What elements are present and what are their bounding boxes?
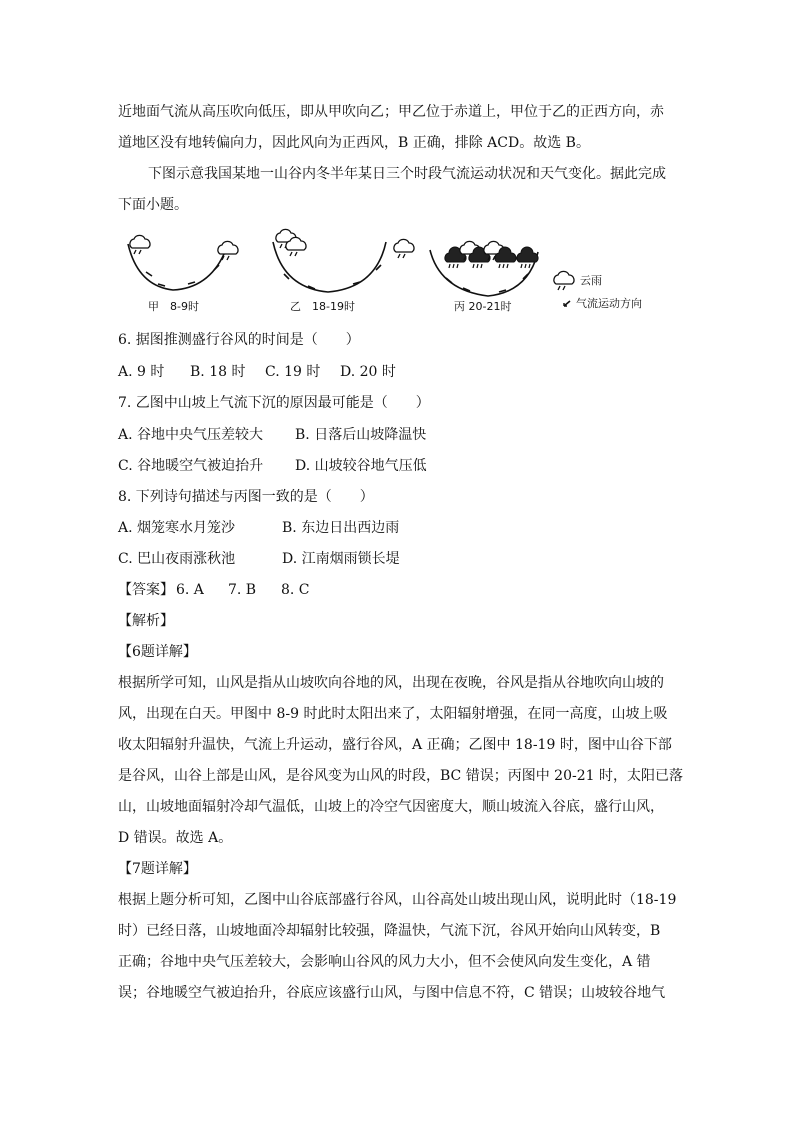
panel-jia <box>128 235 238 313</box>
analysis-heading: 【解析】 <box>118 613 174 629</box>
intro-line: 下面小题。 <box>118 197 188 213</box>
answer-8: 8. C <box>281 582 310 598</box>
q7-option-a: A. 谷地中央气压差较大 <box>118 427 264 443</box>
legend-cloud-label: 云雨 <box>580 274 602 287</box>
question-7-stem: 7. 乙图中山坡上气流下沉的原因最可能是（ ） <box>118 395 430 411</box>
q7-option-c: C. 谷地暖空气被迫抬升 <box>118 458 264 474</box>
legend-arrow-label: 气流运动方向 <box>576 297 642 310</box>
q8-option-d: D. 江南烟雨锁长堤 <box>282 551 400 567</box>
panel-yi <box>273 229 414 313</box>
paragraph-line: 近地面气流从高压吹向低压，即从甲吹向乙；甲乙位于赤道上，甲位于乙的正西方向，赤 <box>118 104 664 120</box>
panel-label-jia: 甲 8-9时 <box>148 300 199 313</box>
legend <box>554 271 642 310</box>
answer-heading: 【答案】 <box>118 582 174 598</box>
answer-6: 6. A <box>176 582 204 598</box>
q7-explanation-line: 时）已经日落，山坡地面冷却辐射比较强，降温快，气流下沉，谷风开始向山风转变，B <box>118 923 661 939</box>
valley-wind-figure <box>118 226 678 318</box>
q6-option-b: B. 18 时 <box>190 364 246 380</box>
q7-explanation-line: 正确；谷地中央气压差较大，会影响山谷风的风力大小，但不会使风向发生变化，A 错 <box>118 954 651 970</box>
q6-explanation-line: 是谷风，山谷上部是山风，是谷风变为山风的时段，BC 错误；丙图中 20-21 时，太阳已落 <box>118 768 683 784</box>
question-8-stem: 8. 下列诗句描述与丙图一致的是（ ） <box>118 489 374 505</box>
q7-option-d: D. 山坡较谷地气压低 <box>295 458 427 474</box>
cloud-rain-icon <box>554 271 574 290</box>
q6-option-a: A. 9 时 <box>118 364 165 380</box>
q8-option-b: B. 东边日出西边雨 <box>282 520 400 536</box>
answer-7: 7. B <box>228 582 257 598</box>
q6-option-c: C. 19 时 <box>265 364 321 380</box>
q6-explanation-line: 风，出现在白天。甲图中 8-9 时此时太阳出来了，太阳辐射增强，在同一高度，山坡上吸 <box>118 706 668 722</box>
panel-label-bing: 丙 20-21时 <box>454 300 512 313</box>
paragraph-line: 道地区没有地转偏向力，因此风向为正西风，B 正确，排除 ACD。故选 B。 <box>118 135 590 151</box>
q8-option-a: A. 烟笼寒水月笼沙 <box>118 520 236 536</box>
q6-explanation-heading: 【6题详解】 <box>118 644 197 660</box>
q6-explanation-line: D 错误。故选 A。 <box>118 830 233 846</box>
q7-explanation-line: 误；谷地暖空气被迫抬升，谷底应该盛行山风，与图中信息不符，C 错误；山坡较谷地气 <box>118 985 666 1001</box>
q6-explanation-line: 收太阳辐射升温快，气流上升运动，盛行谷风，A 正确；乙图中 18-19 时，图中山谷下部 <box>118 737 672 753</box>
question-6-stem: 6. 据图推测盛行谷风的时间是（ ） <box>118 332 360 348</box>
q6-option-d: D. 20 时 <box>340 364 396 380</box>
q8-option-c: C. 巴山夜雨涨秋池 <box>118 551 236 567</box>
q7-option-b: B. 日落后山坡降温快 <box>295 427 427 443</box>
q6-explanation-line: 根据所学可知，山风是指从山坡吹向谷地的风，出现在夜晚，谷风是指从谷地吹向山坡的 <box>118 675 664 691</box>
q7-explanation-line: 根据上题分析可知，乙图中山谷底部盛行谷风，山谷高处山坡出现山风，说明此时（18-19 <box>118 892 677 908</box>
panel-bing <box>430 241 538 313</box>
q6-explanation-line: 山，山坡地面辐射冷却气温低，山坡上的冷空气因密度大，顺山坡流入谷底，盛行山风， <box>118 799 664 815</box>
intro-line: 下图示意我国某地一山谷内冬半年某日三个时段气流运动状况和天气变化。据此完成 <box>148 166 666 182</box>
q7-explanation-heading: 【7题详解】 <box>118 861 197 877</box>
panel-label-yi: 乙 18-19时 <box>290 300 355 313</box>
arrow-icon <box>564 301 570 306</box>
